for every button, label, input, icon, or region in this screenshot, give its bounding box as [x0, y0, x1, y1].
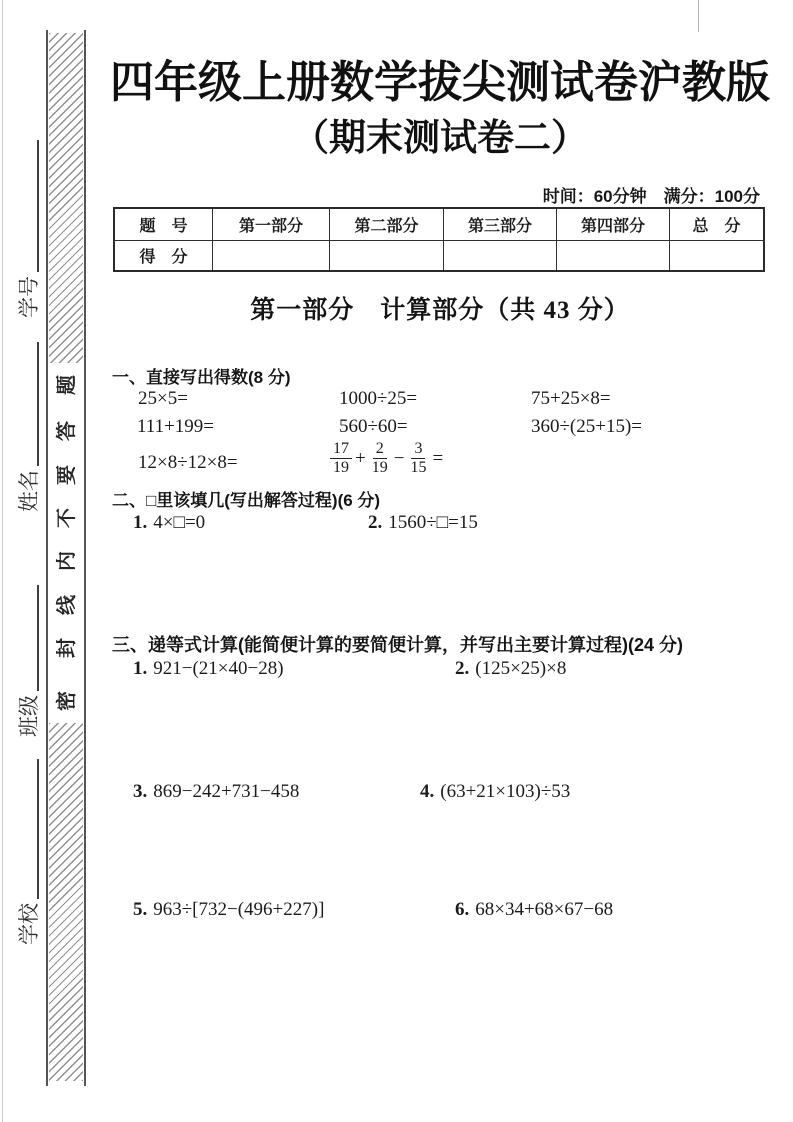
student-id-blank-line	[37, 140, 39, 272]
seal-band-char: 封	[56, 638, 78, 658]
name-field	[15, 342, 43, 512]
problem-number: 2.	[368, 512, 383, 533]
score-table-header-cell: 第一部分	[213, 208, 330, 241]
student-id-field	[15, 140, 43, 318]
equals-sign: =	[432, 447, 444, 469]
score-table-score-row	[114, 241, 764, 272]
fraction-numerator: 17	[330, 440, 352, 459]
school-blank-line	[37, 759, 39, 899]
math-problem	[133, 658, 284, 680]
score-cell-empty	[444, 241, 557, 272]
score-row-label: 得 分	[114, 241, 213, 272]
problem-number: 6.	[455, 899, 470, 920]
math-problem	[133, 512, 205, 534]
seal-band-char: 内	[56, 551, 78, 571]
fraction	[407, 440, 429, 478]
fraction	[369, 440, 391, 478]
class-field	[15, 585, 43, 737]
problem-number: 5.	[133, 899, 148, 920]
problem-expression: 4×□=0	[153, 512, 206, 533]
name-blank-line	[37, 342, 39, 466]
math-problem	[133, 899, 324, 921]
score-cell-empty	[330, 241, 444, 272]
section2-title: 二、□里该填几(写出解答过程)(6 分)	[112, 491, 381, 510]
problem-expression: 1560÷□=15	[388, 512, 478, 533]
scan-artifact-line	[698, 0, 699, 32]
student-id-label: 学号	[17, 276, 41, 318]
paper-title: 四年级上册数学拔尖测试卷沪教版	[110, 58, 770, 107]
fraction	[330, 440, 352, 478]
math-problem	[133, 781, 299, 803]
seal-hatch-bottom	[49, 723, 83, 1081]
problem-expression: 68×34+68×67−68	[475, 899, 614, 920]
seal-hatch-top	[49, 33, 83, 363]
part1-heading: 第一部分 计算部分（共 43 分）	[250, 297, 630, 324]
math-problem: 560÷60=	[339, 416, 408, 437]
seal-band-left-line	[46, 30, 48, 1086]
problem-expression: (125×25)×8	[475, 658, 567, 679]
name-label: 姓名	[17, 470, 41, 512]
score-table	[113, 207, 765, 272]
seal-band-right-line	[84, 30, 86, 1086]
score-table-header-cell: 总 分	[670, 208, 765, 241]
problem-expression: 921−(21×40−28)	[153, 658, 284, 679]
math-problem: 111+199=	[137, 416, 215, 437]
math-problem: 360÷(25+15)=	[531, 416, 643, 437]
class-label: 班级	[17, 695, 41, 737]
class-blank-line	[37, 585, 39, 691]
problem-number: 1.	[133, 658, 148, 679]
fraction-denominator: 19	[371, 459, 388, 477]
school-field	[15, 759, 43, 945]
score-cell-empty	[670, 241, 765, 272]
fraction-numerator: 2	[373, 440, 387, 459]
problem-number: 1.	[133, 512, 148, 533]
score-cell-empty	[557, 241, 670, 272]
math-problem	[368, 512, 478, 534]
score-table-header-cell: 第二部分	[330, 208, 444, 241]
plus-operator: +	[355, 447, 366, 469]
score-table-header-row	[114, 208, 764, 241]
seal-band-char: 答	[56, 421, 78, 441]
seal-band-char: 线	[56, 595, 78, 615]
seal-band-char: 不	[56, 508, 78, 528]
math-problem: 1000÷25=	[339, 388, 418, 409]
school-label: 学校	[17, 903, 41, 945]
math-problem: 75+25×8=	[531, 388, 611, 409]
fraction-problem	[330, 440, 446, 478]
problem-expression: 869−242+731−458	[153, 781, 300, 802]
fraction-denominator: 19	[333, 459, 349, 477]
paper-subtitle: （期末测试卷二）	[292, 117, 588, 158]
problem-expression: (63+21×103)÷53	[440, 781, 571, 802]
math-problem	[455, 658, 566, 680]
fraction-denominator: 15	[410, 459, 427, 477]
problem-expression: 963÷[732−(496+227)]	[153, 899, 325, 920]
page-edge-line	[2, 0, 3, 1122]
seal-band-char: 题	[56, 375, 78, 395]
score-table-header-cell: 第四部分	[557, 208, 670, 241]
math-problem	[420, 781, 570, 803]
math-problem: 12×8÷12×8=	[138, 452, 238, 473]
problem-number: 3.	[133, 781, 148, 802]
problem-number: 2.	[455, 658, 470, 679]
math-problem: 25×5=	[138, 388, 188, 409]
time-score-info: 时间：60分钟 满分：100分	[542, 187, 760, 206]
score-table-header-cell: 第三部分	[444, 208, 557, 241]
problem-number: 4.	[420, 781, 435, 802]
section3-title: 三、递等式计算(能简便计算的要简便计算，并写出主要计算过程)(24 分)	[112, 635, 683, 655]
score-cell-empty	[213, 241, 330, 272]
math-problem	[455, 899, 613, 921]
fraction-numerator: 3	[411, 440, 425, 459]
minus-operator: −	[393, 447, 405, 469]
section1-title: 一、直接写出得数(8 分)	[112, 368, 291, 387]
seal-band-char: 密	[56, 691, 78, 711]
score-table-header-cell: 题 号	[114, 208, 213, 241]
seal-band-char: 要	[56, 465, 78, 485]
